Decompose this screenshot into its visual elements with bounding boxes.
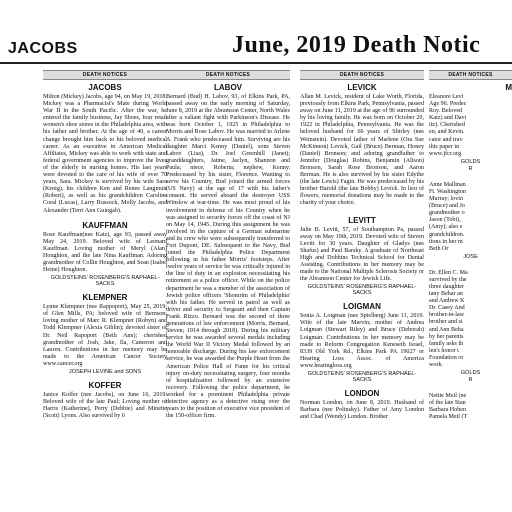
obituary-koffer — [43, 381, 167, 420]
obituary-text: Janice Koffer (nee Jacobs), on June 16, 2019. Beloved wife of the late Paul; Loving mother of Harris (Katherine), Perry (Debbie) and Minette (Scott) Lyons. Also survived by 6 — [43, 392, 167, 420]
text-fragment: work. — [429, 362, 444, 368]
obituary-kauffman — [43, 221, 167, 288]
partial-block-d — [429, 393, 512, 421]
obituary-text: Lynne Klempner (nee Rappoport), May 25, 2019; of Glen Mills, PA; beloved wife of Bernson; loving mother of Marc R. Klempner (Robyn) and Todd Klempner (Alexia Giblin); devoted sister of Dr. Neil Rapoport (Beth Ann); cherished grandmother of Josh, Jake, Ila, Cameron and Lauren. Contributions in her memory may be made to the American Cancer Society www.cancer.org — [43, 304, 167, 367]
obituary-text: Milton (Mickey) Jacobs, age 94, on May 19, 2018. Mickey was a Pharmacist's Mate during World War II in the South Pacific. After the war, he entered the family business, Jay Shoes, four retail women's shoe stores in the Philadelphia area, with his father and brother. At the age of 40, a career change brought him back to his beloved medical career. As an executive in American Medical Affiliates, Mickey was able to work with state and federal government agencies to improve the lives of the elderly in nursing homes. His last years were devoted to the care of his wife of over 70 years, Sara. Mickey is survived by his wife Sara (Kenig), his children Ken and Renee Langmuir (Robert), as well as his grandchildren Caroline Coral (Lucas), Larry Russock, Molly Jacobs, and Alexander (Terri Ann Guingab). — [43, 94, 167, 214]
text-fragment: Anne Mallinan — [429, 181, 466, 188]
text-fragment: Pamela Meil (T — [429, 414, 468, 421]
text-fragment: Dr. Casey And — [429, 305, 465, 312]
text-fragment: brother and si — [429, 319, 463, 326]
obituary-text: Bernard (Bud) H. Labov, 93, of Elkins Park, PA, passed away on the early morning of Saturday, June 8, 2019 at the Abramson Center, North Wales after a valiant fight with Parkinson's Disease. He was born October 1, 1925 in Philadelphia to Morris and Rose Labov. He was married to Arlene A. Frank who predeceased him. Surviving are his daughter Marci Kenny (Daniel), sons Steven Labov (Lisa), Dr. Joel Greenhill (Janet); granddaughters, Jaime, Jaclyn, Shannon and Paula; niece, Roberta; nephew, Kenny. Predeceased by his sister, Florence. Wanting to serve his Country, Bud joined the armed forces (US Navy) at the age of 17 with his father's consent. He served aboard the destroyer USS Winslow at war-time. He was most proud of his involvement in defense of his Country when he was assigned to security forces off the coast of NJ on May 14, 1945. During this assignment he was involved in the capture of a German submarine and its crew who were subsequently transferred to Fort Dupont, DE. Subsequent to the Navy, Bud joined the Philadelphia Police Department following in his father Morris' footsteps. After twelve years of service he was critically injured in the line of duty in an explosion necessitating his retirement as a police officer. While on the police department he was a member of the association of Jewish police officers 'Shomrim of Philadelphia' with his father. He served in patrol as well as driver and security to Sergeant and then Captain Frank Rizzo. Bernard was the second of three generations of law enforcement (Morris, Bernard, Steven; 1914 through 2018). During his military service he was awarded several medals including the World War II Victory Medal followed by an honorable discharge. During his law enforcement service, he was awarded the Purple Heart from the American Police Hall of Fame for his critical injury on-duty necessitating surgery, four months of hospitalization followed by an extensive recovery. Following the police department, he worked for a prominent Philadelphia private detective agency as a detective rising over the years to the position of executive vice president of the 150-officer firm. — [166, 94, 290, 420]
text-fragment: Katz) and Davi — [429, 115, 467, 122]
text-fragment: en, and Kevin. — [429, 129, 465, 136]
obituary-levitt — [300, 216, 424, 297]
obituary-text: Sonia A. Loigman (nee Spielberg) June 11, 2019. Wife of the late Marvin; mother of Andrea Loigman (Stewart Riley) and Bruce (Deborah) Loigman. Contributions in her memory may be made to Reform Congregation Keneseth Israel, 8339 Old York Rd., Elkins Park PA 19027 or Hearing Loss Assoc. of America www.hearingloss.org — [300, 313, 424, 369]
text-fragment: tany Behar an — [429, 291, 463, 298]
text-fragment: tions in her m — [429, 238, 463, 245]
funeral-home: R — [468, 377, 473, 384]
text-fragment: Roy. Beloved — [429, 108, 463, 115]
text-fragment: three daughter — [429, 283, 465, 290]
section-header: DEATH NOTICES — [300, 70, 424, 80]
text-fragment: family asks th — [429, 340, 464, 347]
obituary-labov — [166, 83, 290, 420]
text-fragment: and Andrew K — [429, 298, 465, 305]
obituary-name: JACOBS — [88, 83, 122, 92]
obituary-jacobs — [43, 83, 167, 215]
text-fragment: (Bruce) and Jo — [429, 203, 465, 210]
funeral-home: JOSE — [463, 253, 478, 260]
obituary-text: Allan M. Levick, resident of Lake Worth, Florida, previously from Elkins Park, Pennsylvania, passed away on June 11, 2019 at the age of 96 surrounded by his loving family. He was born on October 20, 1922 in Philadelphia, Pennsylvania. He was the beloved husband for 66 years of Shirley (nee Weinstein). Devoted father of Marlene (Ora Sue McKinnon) Levick, Gail (Bruce) Berman, Honey (Daniel) Bronson; and adoring grandfather to Jennifer (Douglas) Robins, Benjamin (Alison) Bronson, Sarah Rose Bronson, and Aaron Berman. He is also survived by his sister Edythe (the late Lewis) Fagin. He was predeceased by his brother Harold (the late Bobby) Levick. In lieu of flowers, memorial donations may be made to the charity of your choice. — [300, 94, 424, 207]
funeral-home: GOLDS — [460, 370, 481, 377]
funeral-home: R — [468, 165, 473, 172]
text-fragment: Murray; lovin — [429, 196, 464, 203]
obituary-name: LONDON — [344, 389, 380, 398]
funeral-home: JOSEPH LEVINE and SONS — [68, 369, 142, 375]
column-2 — [166, 70, 290, 420]
obituary-london — [300, 389, 424, 421]
obituary-name: KOFFER — [88, 381, 122, 390]
text-fragment: Barbara Hoben — [429, 407, 467, 414]
text-fragment: Jason (Tobi), — [429, 217, 461, 224]
obituary-text: Julie B. Levitt, 57, of Southampton Pa, passed away on May 19th, 2019. Devoted wife of Steven Levitt for 30 years. Daughter of Gladys (nee Shafus) and Paul Barsky. A graduate of Northeast High and Dobbins Technical School for Dental Assisting. Contributions in her memory may be made to the National Multiple Sclerosis Society or the Abramson Center for Jewish Life. — [300, 226, 424, 283]
text-fragment: cator and trav — [429, 136, 463, 143]
text-fragment: www.jfcr.org — [429, 150, 461, 157]
text-fragment: Age 96. Predec — [429, 101, 467, 108]
funeral-home: GOLDSTEINS' ROSENBERG'S RAPHAEL-SACKS — [307, 284, 417, 297]
text-fragment: Foundation or — [429, 354, 464, 361]
text-fragment: of the late Stan — [429, 400, 466, 407]
funeral-home: GOLDSTEINS' ROSENBERG'S RAPHAEL-SACKS — [307, 371, 417, 383]
text-fragment: (Amy); also s — [429, 224, 463, 231]
section-header: DEATH NOTICES — [429, 70, 512, 80]
text-fragment: Eleanore Levi — [429, 94, 464, 100]
funeral-home: GOLDSTEINS' ROSENBERG'S RAPHAEL-SACKS — [50, 275, 160, 288]
funeral-home: GOLDS — [460, 158, 481, 165]
text-fragment: and Ann Beha — [429, 326, 464, 333]
obituary-name: KAUFFMAN — [82, 220, 128, 230]
obituary-text: Rose Kauffman(nee Katz), age 93, passed away May 24, 2019. Beloved wife of Leonard Kauffman. Loving mother of Meryl (Alan) Houghton, and the late Nina Kauffman. Adoring grandmother of Collin Houghton, and Sean (Isabel Heine) Houghton. — [43, 231, 167, 274]
text-fragment: len's honor t — [429, 347, 459, 354]
section-header: DEATH NOTICES — [43, 70, 167, 80]
obituary-name: LABOV — [214, 83, 242, 92]
text-fragment: Ft. Washington — [429, 188, 466, 195]
text-fragment: grandmother o — [429, 210, 465, 217]
obituary-name: KLEMPNER — [82, 293, 128, 303]
text-fragment: grandchildren. — [429, 231, 465, 238]
text-fragment: itz). Cherished — [429, 122, 465, 129]
obituary-loigman — [300, 302, 424, 383]
partial-block-b — [429, 182, 512, 260]
text-fragment: by her parents — [429, 333, 464, 340]
column-4-partial — [429, 70, 512, 421]
column-1 — [43, 70, 167, 420]
section-header: DEATH NOTICES — [166, 70, 290, 80]
obituary-name: M — [505, 83, 512, 92]
obituary-name: LEVITT — [348, 215, 376, 225]
text-fragment: Beth Or — [429, 245, 449, 252]
text-fragment: brother-in-law — [429, 312, 465, 319]
page-header-left: JACOBS — [8, 40, 78, 57]
obituary-levick — [300, 83, 424, 208]
text-fragment: Nettie Meil (ne — [429, 393, 467, 400]
obituary-name: LOIGMAN — [343, 302, 381, 312]
column-3 — [300, 70, 424, 421]
partial-block-c — [429, 270, 512, 383]
obituary-text: Norman London, on June 8, 2019. Husband of Barbara (nee Polinsky). Father of Amy London and Chad (Wendy) London. Brother — [300, 400, 424, 421]
text-fragment: survived by the — [429, 276, 467, 283]
text-fragment: Dr. Ellen C. Ma — [429, 269, 468, 276]
partial-block-a — [429, 94, 512, 172]
header-rule — [0, 62, 512, 64]
obituary-name: LEVICK — [347, 83, 377, 92]
page-banner-title: June, 2019 Death Notic — [232, 32, 481, 58]
obituary-klempner — [43, 293, 167, 375]
text-fragment: this paper in — [429, 143, 460, 150]
